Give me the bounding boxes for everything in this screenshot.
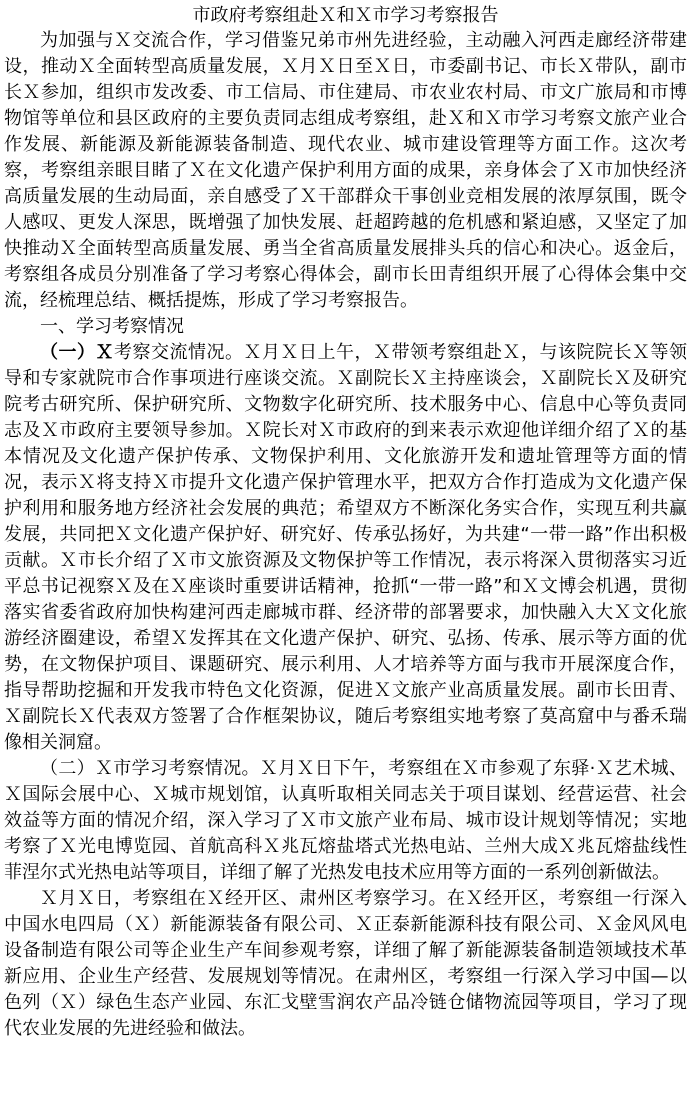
subsection-2-paragraph: （二）Ｘ市学习考察情况。Ｘ月Ｘ日下午，考察组在Ｘ市参观了东驿·Ｘ艺术城、Ｘ国际会展中心、Ｘ城市规划馆，认真听取相关同志关于项目谋划、经营运营、社会效益等方面的情况介绍，深入学习了Ｘ市文旅产业布局、城市设计规划等情况；实地考察了Ｘ光电博览园、首航高科Ｘ兆瓦熔盐塔式光热电站、兰州大成Ｘ兆瓦熔盐线性菲涅尔式光热电站等项目，详细了解了光热发电技术应用等方面的一系列创新做法。: [4, 758, 687, 883]
subsection-1-body: 考察交流情况。Ｘ月Ｘ日上午，Ｘ带领考察组赴Ｘ，与该院院长Ｘ等领导和专家就院市合作事项进行座谈交流。Ｘ副院长Ｘ主持座谈会，Ｘ副院长Ｘ及研究院考古研究所、保护研究所、文物数字化研究所、技术服务中心、信息中心等负责同志及Ｘ市政府主要领导参加。Ｘ院长对Ｘ市政府的到来表示欢迎他详细介绍了Ｘ的基本情况及文化遗产保护传承、文物保护利用、文化旅游开发和遗址管理等方面的情况，表示Ｘ将支持Ｘ市提升文化遗产保护管理水平，把双方合作打造成为文化遗产保护利用和服务地方经济社会发展的典范；希望双方不断深化务实合作，实现互利共赢发展，共同把Ｘ文化遗产保护好、研究好、传承弘扬好，为共建“一带一路”作出积极贡献。Ｘ市长介绍了Ｘ市文旅资源及文物保护等工作情况，表示将深入贯彻落实习近平总书记视察Ｘ及在Ｘ座谈时重要讲话精神，抢抓“一带一路”和Ｘ文博会机遇，贯彻落实省委省政府加快构建河西走廊城市群、经济带的部署要求，加快融入大Ｘ文化旅游经济圈建设，希望Ｘ发挥其在文化遗产保护、研究、弘扬、传承、展示等方面的优势，在文物保护项目、课题研究、展示利用、人才培养等方面与我市开展深度合作，指导帮助挖掘和开发我市特色文化资源，促进Ｘ文旅产业高质量发展。副市长田青、Ｘ副院长Ｘ代表双方签署了合作框架协议，随后考察组实地考察了莫高窟中与番禾瑞像相关洞窟。: [4, 342, 687, 753]
intro-paragraph: 为加强与Ｘ交流合作，学习借鉴兄弟市州先进经验，主动融入河西走廊经济带建设，推动Ｘ全面转型高质量发展，Ｘ月Ｘ日至Ｘ日，市委副书记、市长Ｘ带队，副市长Ｘ参加，组织市发改委、市工信局、市住建局、市农业农村局、市文广旅局和市博物馆等单位和县区政府的主要负责同志组成考察组，赴Ｘ和Ｘ市学习考察文旅产业合作发展、新能源及新能源装备制造、现代农业、城市建设管理等方面工作。这次考察，考察组亲眼目睹了Ｘ在文化遗产保护利用方面的成果，亲身体会了Ｘ市加快经济高质量发展的生动局面，亲自感受了Ｘ干部群众干事创业竞相发展的浓厚氛围，既令人感叹、更发人深思，既增强了加快发展、赶超跨越的危机感和紧迫感，又坚定了加快推动Ｘ全面转型高质量发展、勇当全省高质量发展排头兵的信心和决心。返金后，考察组各成员分别准备了学习考察心得体会，副市长田青组织开展了心得体会集中交流，经梳理总结、概括提炼，形成了学习考察报告。: [4, 30, 687, 311]
subsection-1-paragraph: [4, 340, 687, 756]
section-heading-1: 一、学习考察情况: [40, 316, 184, 337]
subsection-1-heading: （一）Ｘ: [40, 342, 114, 363]
document-title: 市政府考察组赴Ｘ和Ｘ市学习考察报告: [192, 5, 499, 26]
visit-paragraph: Ｘ月Ｘ日，考察组在Ｘ经开区、肃州区考察学习。在Ｘ经开区，考察组一行深入中国水电四局（Ｘ）新能源装备有限公司、Ｘ正泰新能源科技有限公司、Ｘ金风风电设备制造有限公司等企业生产车间参观考察，详细了解了新能源装备制造领域技术革新应用、企业生产经营、发展规划等情况。在肃州区，考察组一行深入学习中国—以色列（Ｘ）绿色生态产业园、东汇戈壁雪润农产品冷链仓储物流园等项目，学习了现代农业发展的先进经验和做法。: [4, 888, 687, 1039]
